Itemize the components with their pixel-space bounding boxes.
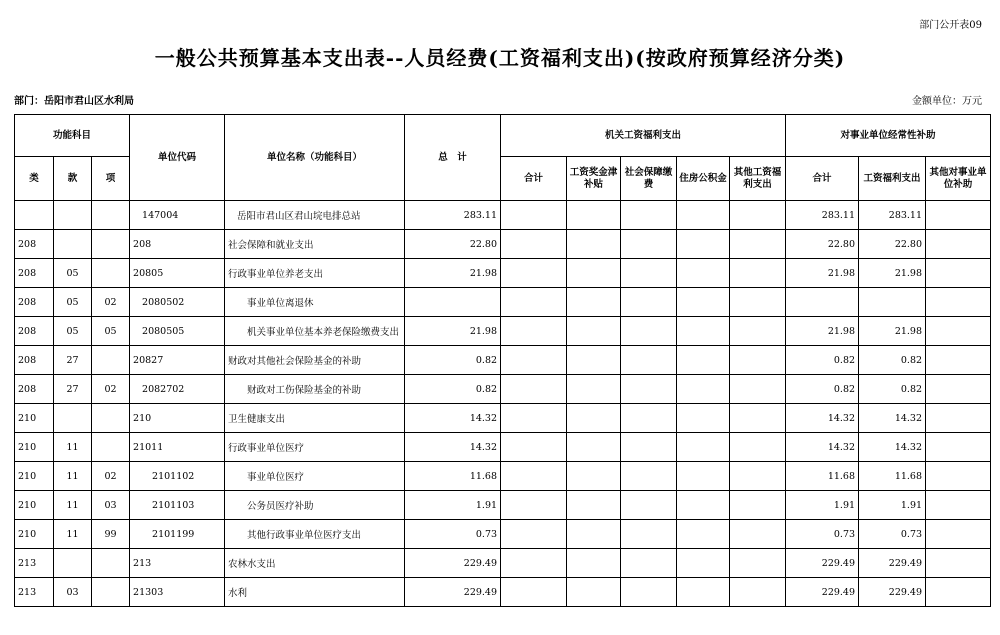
cell-org-social xyxy=(621,201,677,230)
cell-xiang xyxy=(92,259,130,288)
header-total: 总 计 xyxy=(405,115,501,201)
cell-inst-subtotal xyxy=(786,288,859,317)
cell-cat: 213 xyxy=(15,549,54,578)
cell-xiang: 02 xyxy=(92,288,130,317)
cell-cat: 208 xyxy=(15,317,54,346)
cell-total: 283.11 xyxy=(405,201,501,230)
cell-inst-salary xyxy=(859,288,926,317)
cell-kuan: 11 xyxy=(54,491,92,520)
cell-org-housing xyxy=(677,317,730,346)
cell-inst-salary: 0.82 xyxy=(859,375,926,404)
cell-org-subtotal xyxy=(501,433,567,462)
table-row xyxy=(15,549,991,578)
cell-code: 147004 xyxy=(130,201,225,230)
cell-kuan: 11 xyxy=(54,433,92,462)
cell-kuan xyxy=(54,549,92,578)
cell-org-other xyxy=(730,201,786,230)
cell-inst-subtotal: 0.82 xyxy=(786,346,859,375)
cell-kuan: 03 xyxy=(54,578,92,607)
cell-org-other xyxy=(730,404,786,433)
cell-name: 农林水支出 xyxy=(225,549,405,578)
header-inst-salary: 工资福利支出 xyxy=(859,157,926,201)
cell-org-social xyxy=(621,317,677,346)
cell-org-housing xyxy=(677,346,730,375)
cell-inst-subtotal: 21.98 xyxy=(786,259,859,288)
cell-cat xyxy=(15,201,54,230)
cell-inst-other xyxy=(926,491,991,520)
cell-total: 21.98 xyxy=(405,317,501,346)
cell-org-other xyxy=(730,433,786,462)
cell-inst-subtotal: 11.68 xyxy=(786,462,859,491)
cell-code: 2101102 xyxy=(130,462,225,491)
cell-inst-other xyxy=(926,375,991,404)
cell-org-other xyxy=(730,520,786,549)
cell-inst-other xyxy=(926,549,991,578)
cell-kuan xyxy=(54,201,92,230)
cell-inst-subtotal: 14.32 xyxy=(786,404,859,433)
cell-org-housing xyxy=(677,404,730,433)
cell-cat: 213 xyxy=(15,578,54,607)
cell-code: 21011 xyxy=(130,433,225,462)
header-unit-name: 单位名称（功能科目） xyxy=(225,115,405,201)
cell-xiang xyxy=(92,433,130,462)
cell-inst-subtotal: 0.73 xyxy=(786,520,859,549)
cell-inst-salary: 229.49 xyxy=(859,549,926,578)
cell-org-salary xyxy=(567,259,621,288)
cell-org-social xyxy=(621,259,677,288)
cell-org-other xyxy=(730,259,786,288)
cell-org-housing xyxy=(677,288,730,317)
cell-cat: 208 xyxy=(15,259,54,288)
cell-inst-subtotal: 21.98 xyxy=(786,317,859,346)
cell-org-other xyxy=(730,317,786,346)
cell-inst-subtotal: 229.49 xyxy=(786,549,859,578)
cell-org-other xyxy=(730,462,786,491)
cell-inst-salary: 0.73 xyxy=(859,520,926,549)
cell-cat: 208 xyxy=(15,288,54,317)
table-row xyxy=(15,375,991,404)
cell-code: 2101103 xyxy=(130,491,225,520)
budget-table xyxy=(14,114,991,607)
cell-inst-subtotal: 0.82 xyxy=(786,375,859,404)
cell-total: 229.49 xyxy=(405,549,501,578)
cell-inst-other xyxy=(926,404,991,433)
cell-kuan: 05 xyxy=(54,288,92,317)
cell-org-subtotal xyxy=(501,230,567,259)
table-row xyxy=(15,346,991,375)
cell-inst-salary: 14.32 xyxy=(859,404,926,433)
cell-inst-salary: 11.68 xyxy=(859,462,926,491)
cell-total: 14.32 xyxy=(405,433,501,462)
cell-org-salary xyxy=(567,462,621,491)
cell-total: 14.32 xyxy=(405,404,501,433)
cell-org-housing xyxy=(677,491,730,520)
page-title: 一般公共预算基本支出表--人员经费(工资福利支出)(按政府预算经济分类) xyxy=(154,46,846,70)
cell-org-subtotal xyxy=(501,578,567,607)
cell-inst-salary: 0.82 xyxy=(859,346,926,375)
cell-inst-other xyxy=(926,201,991,230)
cell-name: 财政对其他社会保险基金的补助 xyxy=(225,346,405,375)
cell-org-social xyxy=(621,462,677,491)
cell-name: 公务员医疗补助 xyxy=(225,491,405,520)
cell-name: 岳阳市君山区君山垸电排总站 xyxy=(225,201,405,230)
cell-org-social xyxy=(621,433,677,462)
cell-total: 22.80 xyxy=(405,230,501,259)
cell-org-subtotal xyxy=(501,491,567,520)
cell-org-salary xyxy=(567,230,621,259)
cell-org-other xyxy=(730,491,786,520)
cell-cat: 208 xyxy=(15,375,54,404)
table-row xyxy=(15,288,991,317)
table-row xyxy=(15,433,991,462)
cell-org-housing xyxy=(677,549,730,578)
cell-total: 1.91 xyxy=(405,491,501,520)
cell-cat: 210 xyxy=(15,462,54,491)
header-org-housing: 住房公积金 xyxy=(677,157,730,201)
cell-org-social xyxy=(621,404,677,433)
table-row xyxy=(15,201,991,230)
cell-xiang xyxy=(92,404,130,433)
cell-xiang xyxy=(92,578,130,607)
table-row xyxy=(15,578,991,607)
cell-cat: 210 xyxy=(15,404,54,433)
cell-xiang xyxy=(92,201,130,230)
cell-org-salary xyxy=(567,433,621,462)
cell-inst-subtotal: 229.49 xyxy=(786,578,859,607)
cell-org-social xyxy=(621,375,677,404)
cell-inst-salary: 229.49 xyxy=(859,578,926,607)
cell-xiang xyxy=(92,549,130,578)
cell-inst-other xyxy=(926,230,991,259)
cell-code: 21303 xyxy=(130,578,225,607)
cell-org-subtotal xyxy=(501,288,567,317)
cell-org-housing xyxy=(677,462,730,491)
cell-org-subtotal xyxy=(501,346,567,375)
cell-org-housing xyxy=(677,259,730,288)
cell-org-salary xyxy=(567,288,621,317)
cell-code: 20827 xyxy=(130,346,225,375)
cell-org-salary xyxy=(567,404,621,433)
cell-kuan xyxy=(54,404,92,433)
cell-org-subtotal xyxy=(501,375,567,404)
cell-inst-other xyxy=(926,317,991,346)
header-xiang: 项 xyxy=(92,157,130,201)
cell-name: 事业单位离退休 xyxy=(225,288,405,317)
cell-inst-other xyxy=(926,259,991,288)
cell-inst-salary: 21.98 xyxy=(859,259,926,288)
cell-org-social xyxy=(621,578,677,607)
header-inst-other: 其他对事业单位补助 xyxy=(926,157,991,201)
cell-cat: 210 xyxy=(15,433,54,462)
table-row xyxy=(15,259,991,288)
cell-total xyxy=(405,288,501,317)
cell-cat: 208 xyxy=(15,346,54,375)
cell-org-salary xyxy=(567,549,621,578)
cell-org-social xyxy=(621,520,677,549)
cell-inst-salary: 14.32 xyxy=(859,433,926,462)
document-code: 部门公开表09 xyxy=(919,20,982,31)
table-row xyxy=(15,404,991,433)
cell-org-other xyxy=(730,375,786,404)
table-row xyxy=(15,317,991,346)
cell-code: 213 xyxy=(130,549,225,578)
cell-total: 229.49 xyxy=(405,578,501,607)
cell-kuan: 05 xyxy=(54,317,92,346)
table-row xyxy=(15,491,991,520)
cell-inst-subtotal: 14.32 xyxy=(786,433,859,462)
cell-org-salary xyxy=(567,578,621,607)
cell-name: 财政对工伤保险基金的补助 xyxy=(225,375,405,404)
cell-name: 事业单位医疗 xyxy=(225,462,405,491)
amount-unit-label: 金额单位：万元 xyxy=(912,96,982,107)
cell-total: 0.73 xyxy=(405,520,501,549)
cell-xiang: 05 xyxy=(92,317,130,346)
cell-inst-subtotal: 1.91 xyxy=(786,491,859,520)
cell-name: 行政事业单位养老支出 xyxy=(225,259,405,288)
cell-org-subtotal xyxy=(501,317,567,346)
cell-org-salary xyxy=(567,317,621,346)
cell-inst-salary: 21.98 xyxy=(859,317,926,346)
cell-kuan: 05 xyxy=(54,259,92,288)
header-inst-group: 对事业单位经常性补助 xyxy=(786,115,991,157)
header-org-salary: 工资奖金津补贴 xyxy=(567,157,621,201)
cell-code: 208 xyxy=(130,230,225,259)
cell-total: 0.82 xyxy=(405,346,501,375)
cell-inst-other xyxy=(926,346,991,375)
cell-name: 卫生健康支出 xyxy=(225,404,405,433)
cell-code: 2082702 xyxy=(130,375,225,404)
cell-inst-other xyxy=(926,520,991,549)
cell-cat: 210 xyxy=(15,520,54,549)
cell-org-subtotal xyxy=(501,259,567,288)
cell-org-other xyxy=(730,346,786,375)
cell-inst-salary: 1.91 xyxy=(859,491,926,520)
header-unit-code: 单位代码 xyxy=(130,115,225,201)
cell-org-salary xyxy=(567,346,621,375)
cell-inst-salary: 22.80 xyxy=(859,230,926,259)
cell-name: 行政事业单位医疗 xyxy=(225,433,405,462)
cell-org-other xyxy=(730,549,786,578)
cell-org-housing xyxy=(677,230,730,259)
cell-name: 社会保障和就业支出 xyxy=(225,230,405,259)
cell-total: 11.68 xyxy=(405,462,501,491)
cell-org-subtotal xyxy=(501,201,567,230)
cell-name: 水利 xyxy=(225,578,405,607)
cell-inst-other xyxy=(926,578,991,607)
table-row xyxy=(15,520,991,549)
table-row xyxy=(15,230,991,259)
cell-code: 20805 xyxy=(130,259,225,288)
header-kuan: 款 xyxy=(54,157,92,201)
cell-org-housing xyxy=(677,520,730,549)
cell-org-salary xyxy=(567,375,621,404)
cell-org-subtotal xyxy=(501,549,567,578)
cell-org-subtotal xyxy=(501,404,567,433)
cell-org-housing xyxy=(677,578,730,607)
cell-org-housing xyxy=(677,201,730,230)
cell-org-other xyxy=(730,578,786,607)
cell-total: 21.98 xyxy=(405,259,501,288)
cell-code: 2080505 xyxy=(130,317,225,346)
cell-code: 210 xyxy=(130,404,225,433)
cell-xiang: 02 xyxy=(92,375,130,404)
cell-org-housing xyxy=(677,433,730,462)
cell-kuan xyxy=(54,230,92,259)
header-org-other: 其他工资福利支出 xyxy=(730,157,786,201)
cell-org-housing xyxy=(677,375,730,404)
cell-inst-subtotal: 22.80 xyxy=(786,230,859,259)
header-org-group: 机关工资福利支出 xyxy=(501,115,786,157)
cell-org-other xyxy=(730,288,786,317)
cell-cat: 210 xyxy=(15,491,54,520)
header-inst-subtotal: 合计 xyxy=(786,157,859,201)
cell-xiang: 99 xyxy=(92,520,130,549)
cell-org-social xyxy=(621,346,677,375)
cell-org-subtotal xyxy=(501,462,567,491)
table-row xyxy=(15,462,991,491)
cell-kuan: 11 xyxy=(54,520,92,549)
cell-xiang xyxy=(92,230,130,259)
header-cat: 类 xyxy=(15,157,54,201)
cell-org-salary xyxy=(567,520,621,549)
cell-inst-salary: 283.11 xyxy=(859,201,926,230)
header-org-subtotal: 合计 xyxy=(501,157,567,201)
cell-kuan: 27 xyxy=(54,346,92,375)
cell-org-other xyxy=(730,230,786,259)
cell-xiang: 03 xyxy=(92,491,130,520)
cell-inst-other xyxy=(926,288,991,317)
cell-org-social xyxy=(621,549,677,578)
cell-kuan: 11 xyxy=(54,462,92,491)
cell-xiang: 02 xyxy=(92,462,130,491)
cell-name: 机关事业单位基本养老保险缴费支出 xyxy=(225,317,405,346)
cell-kuan: 27 xyxy=(54,375,92,404)
cell-org-salary xyxy=(567,201,621,230)
cell-name: 其他行政事业单位医疗支出 xyxy=(225,520,405,549)
header-func-subject: 功能科目 xyxy=(15,115,130,157)
cell-code: 2080502 xyxy=(130,288,225,317)
cell-cat: 208 xyxy=(15,230,54,259)
cell-org-subtotal xyxy=(501,520,567,549)
header-org-social: 社会保障缴费 xyxy=(621,157,677,201)
cell-org-social xyxy=(621,288,677,317)
cell-org-salary xyxy=(567,491,621,520)
cell-inst-subtotal: 283.11 xyxy=(786,201,859,230)
cell-xiang xyxy=(92,346,130,375)
cell-org-social xyxy=(621,491,677,520)
cell-total: 0.82 xyxy=(405,375,501,404)
cell-code: 2101199 xyxy=(130,520,225,549)
cell-inst-other xyxy=(926,462,991,491)
department-label: 部门：岳阳市君山区水利局 xyxy=(14,96,134,107)
cell-inst-other xyxy=(926,433,991,462)
cell-org-social xyxy=(621,230,677,259)
